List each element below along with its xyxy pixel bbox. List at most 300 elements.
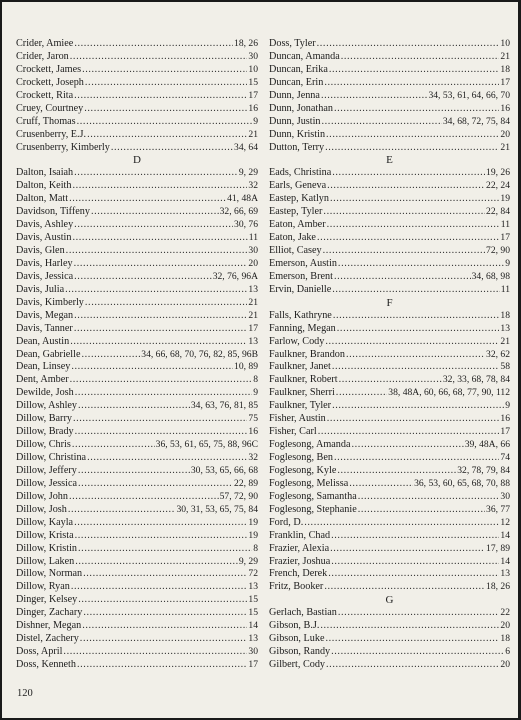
entry-pages: 38, 48A, 60, 66, 68, 77, 90, 112	[388, 387, 510, 399]
dot-leader	[72, 180, 247, 193]
entry-pages: 13	[248, 633, 258, 645]
entry-pages: 32, 78, 79, 84	[457, 464, 510, 476]
dot-leader	[317, 232, 499, 245]
entry-pages: 19	[248, 516, 258, 528]
dot-leader	[65, 284, 247, 297]
entry-name: Crockett, Joseph	[16, 76, 84, 88]
index-entry	[269, 413, 510, 426]
index-entry	[269, 64, 510, 77]
dot-leader	[74, 258, 248, 271]
entry-pages: 9	[253, 115, 258, 127]
index-entry	[16, 556, 258, 569]
entry-name: Dalton, Matt	[16, 193, 69, 205]
index-entry	[16, 284, 258, 297]
entry-pages: 14	[248, 620, 258, 632]
entry-pages: 30, 31, 53, 65, 75, 84	[176, 503, 258, 515]
entry-pages: 17	[500, 426, 510, 438]
index-entry	[269, 51, 510, 64]
dot-leader	[330, 193, 499, 206]
dot-leader	[334, 452, 499, 465]
dot-leader	[334, 103, 499, 116]
dot-leader	[74, 167, 238, 180]
dot-leader	[77, 116, 253, 129]
dot-leader	[91, 206, 219, 219]
entry-pages: 39, 48A, 66	[464, 439, 510, 451]
entry-pages: 14	[500, 529, 510, 541]
entry-pages: 34, 68, 98	[471, 270, 510, 282]
index-entry	[16, 206, 258, 219]
entry-pages: 13	[500, 568, 510, 580]
index-entry	[269, 426, 510, 439]
entry-name: Davis, Ashley	[16, 219, 74, 231]
index-entry	[269, 452, 510, 465]
section-letter: D	[133, 154, 141, 167]
entry-name: Davis, Austin	[16, 232, 72, 244]
index-entry	[16, 374, 258, 387]
index-entry	[16, 323, 258, 336]
dot-leader	[74, 310, 247, 323]
index-entry	[269, 581, 510, 594]
dot-leader	[82, 64, 247, 77]
index-column-right	[269, 38, 510, 672]
index-entry	[16, 594, 258, 607]
entry-name: Faulkner, Robert	[269, 374, 338, 386]
entry-pages: 30	[248, 646, 258, 658]
index-entry	[16, 646, 258, 659]
entry-pages: 72, 90	[486, 245, 510, 256]
entry-name: Faulkner, Brandon	[269, 348, 345, 360]
dot-leader	[332, 284, 500, 297]
dot-leader	[75, 387, 252, 400]
entry-pages: 18	[500, 633, 510, 645]
dot-leader	[74, 323, 248, 336]
entry-pages: 57, 72, 90	[219, 490, 258, 502]
index-entry	[269, 245, 510, 258]
index-entry	[269, 336, 510, 349]
entry-pages: 18, 26	[486, 581, 510, 593]
entry-pages: 9	[505, 257, 510, 269]
entry-pages: 74	[500, 452, 510, 463]
dot-leader	[111, 142, 233, 155]
dot-leader	[75, 530, 248, 543]
entry-pages: 32, 76, 96A	[212, 270, 258, 282]
entry-name: Davis, Glen	[16, 245, 65, 256]
entry-pages: 11	[500, 219, 510, 231]
index-entry	[16, 90, 258, 103]
entry-name: Doss, Kenneth	[16, 659, 76, 670]
index-entry	[16, 142, 258, 155]
index-entry	[269, 103, 510, 116]
index-entry	[269, 491, 510, 504]
dot-leader	[321, 90, 428, 103]
dot-leader	[358, 491, 500, 504]
entry-pages: 34, 64	[234, 141, 258, 153]
dot-leader	[69, 193, 226, 206]
dot-leader	[358, 504, 485, 517]
entry-pages: 72	[248, 568, 258, 580]
entry-pages: 32	[248, 452, 258, 463]
dot-leader	[82, 349, 141, 362]
index-entry	[16, 504, 258, 517]
entry-name: Foglesong, Ben	[269, 452, 333, 463]
index-entry	[269, 568, 510, 581]
dot-leader	[83, 607, 247, 620]
index-entry	[16, 387, 258, 400]
entry-pages: 8	[253, 374, 258, 386]
dot-leader	[320, 620, 499, 633]
entry-name: Fisher, Carl	[269, 426, 317, 438]
entry-pages: 11	[248, 232, 258, 244]
entry-pages: 21	[248, 128, 258, 140]
entry-name: Distel, Zachery	[16, 633, 79, 645]
entry-pages: 12	[500, 516, 510, 528]
entry-name: Dillow, Jessica	[16, 477, 78, 489]
index-entry	[16, 439, 258, 452]
entry-pages: 18	[500, 63, 510, 75]
dot-leader	[325, 142, 499, 155]
entry-name: Franklin, Chad	[269, 529, 331, 541]
index-entry	[269, 258, 510, 271]
entry-name: Duncan, Erin	[269, 76, 324, 88]
entry-name: Dinger, Zachary	[16, 607, 83, 619]
index-entry	[269, 465, 510, 478]
entry-pages: 20	[500, 620, 510, 632]
index-entry	[269, 400, 510, 413]
dot-leader	[336, 387, 388, 400]
section-letter: F	[386, 296, 393, 309]
index-entry	[16, 517, 258, 530]
dot-leader	[85, 77, 248, 90]
dot-leader	[78, 478, 233, 491]
entry-name: Dillow, Brady	[16, 426, 74, 438]
index-entry	[269, 310, 510, 323]
entry-pages: 41, 48A	[227, 193, 258, 205]
dot-leader	[330, 543, 485, 556]
index-entry	[16, 568, 258, 581]
entry-name: Dillow, Ashley	[16, 400, 78, 412]
index-entry	[16, 103, 258, 116]
index-column-left	[16, 38, 258, 672]
index-entry	[16, 193, 258, 206]
dot-leader	[349, 478, 413, 491]
dot-leader	[85, 297, 248, 310]
entry-pages: 10	[500, 38, 510, 49]
entry-name: Gibson, Randy	[269, 646, 331, 658]
entry-name: Doss, Tyler	[269, 38, 316, 49]
entry-pages: 17	[500, 232, 510, 244]
entry-pages: 30	[500, 490, 510, 502]
entry-pages: 30, 76	[234, 219, 258, 231]
entry-name: Dalton, Isaiah	[16, 167, 74, 179]
dot-leader	[333, 310, 500, 323]
entry-name: Falls, Kathryne	[269, 309, 332, 321]
entry-name: Foglesong, Melissa	[269, 477, 349, 489]
index-entry	[16, 116, 258, 129]
entry-name: Davis, Tanner	[16, 322, 73, 334]
entry-name: Davis, Julia	[16, 283, 65, 295]
index-entry	[16, 219, 258, 232]
entry-pages: 13	[248, 581, 258, 593]
entry-pages: 21	[500, 141, 510, 153]
index-entry	[269, 193, 510, 206]
index-entry	[16, 581, 258, 594]
entry-name: Crockett, James	[16, 63, 82, 75]
entry-name: Dunn, Justin	[269, 115, 321, 127]
entry-name: Faulkner, Janet	[269, 361, 331, 373]
dot-leader	[75, 426, 248, 439]
entry-name: Eastep, Tyler	[269, 206, 323, 218]
entry-pages: 34, 68, 72, 75, 84	[442, 115, 510, 127]
index-entry	[16, 258, 258, 271]
index-entry	[16, 180, 258, 193]
entry-pages: 17	[500, 76, 510, 88]
index-entry	[16, 310, 258, 323]
entry-name: Foglesong, Samantha	[269, 490, 357, 502]
dot-leader	[339, 374, 442, 387]
dot-leader	[318, 426, 500, 439]
entry-name: Crider, Amiee	[16, 38, 74, 49]
entry-pages: 34, 66, 68, 70, 76, 82, 85, 96B	[141, 348, 258, 360]
entry-pages: 16	[500, 413, 510, 425]
index-entry	[16, 336, 258, 349]
dot-leader	[325, 633, 499, 646]
entry-name: Eaton, Jake	[269, 232, 316, 244]
entry-pages: 8	[253, 542, 258, 554]
entry-name: Frazier, Joshua	[269, 555, 331, 567]
index-entry	[16, 633, 258, 646]
entry-name: Duncan, Erika	[269, 63, 328, 75]
entry-name: Crockett, Rita	[16, 89, 74, 101]
entry-name: Gilbert, Cody	[269, 659, 326, 670]
dot-leader	[332, 167, 485, 180]
dot-leader	[334, 271, 471, 284]
dot-leader	[72, 439, 155, 452]
entry-name: Cruff, Thomas	[16, 115, 76, 127]
entry-name: Dillow, John	[16, 490, 68, 502]
dot-leader	[331, 530, 499, 543]
dot-leader	[87, 452, 247, 465]
entry-name: Dutton, Terry	[269, 141, 325, 153]
entry-name: Doss, April	[16, 646, 63, 658]
dot-leader	[326, 659, 499, 672]
entry-pages: 13	[248, 335, 258, 347]
index-entry	[269, 374, 510, 387]
entry-name: Dillow, Norman	[16, 568, 83, 580]
dot-leader	[304, 517, 499, 530]
index-entry	[269, 38, 510, 51]
dot-leader	[327, 413, 500, 426]
index-entry	[269, 659, 510, 672]
entry-name: Dillow, Laken	[16, 555, 75, 567]
index-entry	[269, 646, 510, 659]
index-entry	[269, 517, 510, 530]
entry-name: Crusenberry, Kimberly	[16, 141, 110, 153]
entry-pages: 19, 26	[486, 167, 510, 179]
entry-name: Crider, Jaron	[16, 50, 69, 62]
entry-name: Crusenberry, E.J.	[16, 128, 87, 140]
entry-pages: 18	[500, 309, 510, 321]
entry-name: Dillow, Josh	[16, 503, 67, 515]
index-entry	[269, 284, 510, 297]
dot-leader	[338, 258, 504, 271]
entry-pages: 17	[248, 322, 258, 334]
index-entry	[269, 361, 510, 374]
index-entry	[269, 607, 510, 620]
entry-pages: 30, 53, 65, 66, 68	[190, 464, 258, 476]
entry-pages: 22, 89	[234, 477, 258, 489]
index-entry	[269, 77, 510, 90]
entry-pages: 17, 89	[486, 542, 510, 554]
dot-leader	[341, 51, 500, 64]
entry-name: Dewilde, Josh	[16, 387, 74, 399]
entry-name: Dillow, Chris	[16, 439, 71, 451]
entry-pages: 15	[248, 594, 258, 606]
entry-pages: 32, 62	[486, 348, 510, 360]
entry-name: Gibson, Luke	[269, 633, 325, 645]
index-entry	[269, 620, 510, 633]
dot-leader	[328, 568, 499, 581]
entry-name: Dean, Austin	[16, 335, 70, 347]
entry-name: Frazier, Alexia	[269, 542, 330, 554]
entry-name: Farlow, Cody	[269, 335, 325, 347]
dot-leader	[338, 607, 500, 620]
entry-pages: 15	[248, 76, 258, 88]
index-entry	[16, 297, 258, 310]
dot-leader	[352, 439, 464, 452]
entry-name: Emerson, Austin	[269, 257, 337, 269]
entry-name: Dillow, Krista	[16, 529, 74, 541]
dot-leader	[327, 180, 485, 193]
dot-leader	[83, 568, 247, 581]
entry-name: Foglesong, Kyle	[269, 464, 337, 476]
index-entry	[269, 504, 510, 517]
dot-leader	[74, 271, 212, 284]
entry-pages: 34, 53, 61, 64, 66, 70	[428, 89, 510, 101]
index-entry	[16, 478, 258, 491]
dot-leader	[74, 219, 233, 232]
dot-leader	[337, 465, 456, 478]
index-entry	[269, 219, 510, 232]
index-entry	[269, 387, 510, 400]
index-entry	[269, 323, 510, 336]
dot-leader	[73, 413, 247, 426]
entry-pages: 9, 29	[238, 555, 258, 567]
entry-name: Dunn, Jenna	[269, 89, 320, 101]
dot-leader	[346, 349, 485, 362]
dot-leader	[322, 116, 442, 129]
index-page	[2, 2, 518, 718]
entry-name: Dean, Linsey	[16, 361, 71, 373]
entry-name: Ford, D.	[269, 516, 304, 528]
index-entry	[16, 245, 258, 258]
index-entry	[269, 543, 510, 556]
entry-pages: 13	[248, 283, 258, 295]
entry-name: Ervin, Danielle	[269, 283, 332, 295]
index-entry	[269, 142, 510, 155]
dot-leader	[80, 633, 248, 646]
entry-pages: 10, 89	[234, 361, 258, 373]
index-entry	[16, 491, 258, 504]
entry-name: Eastep, Katlyn	[269, 193, 329, 205]
dot-leader	[72, 232, 247, 245]
dot-leader	[324, 77, 499, 90]
index-entry	[16, 607, 258, 620]
entry-pages: 21	[500, 335, 510, 347]
entry-pages: 19	[500, 193, 510, 205]
entry-name: Dalton, Keith	[16, 180, 72, 192]
index-entry	[16, 232, 258, 245]
entry-name: Davis, Jessica	[16, 270, 74, 282]
index-entry	[16, 530, 258, 543]
entry-pages: 21	[248, 296, 258, 308]
index-entry	[16, 659, 258, 672]
entry-name: Gerlach, Bastian	[269, 607, 337, 619]
index-entry	[269, 180, 510, 193]
entry-pages: 9	[253, 387, 258, 399]
entry-pages: 20	[500, 128, 510, 140]
entry-pages: 75	[248, 413, 258, 425]
dot-leader	[337, 323, 500, 336]
entry-pages: 22, 84	[486, 206, 510, 218]
page-number: 120	[17, 688, 33, 699]
entry-name: Fisher, Austin	[269, 413, 326, 425]
dot-leader	[70, 51, 248, 64]
entry-pages: 34, 63, 76, 81, 85	[190, 400, 258, 412]
entry-pages: 21	[248, 309, 258, 321]
entry-pages: 22	[500, 607, 510, 619]
entry-pages: 6	[505, 646, 510, 658]
entry-name: Dinger, Kelsey	[16, 594, 78, 606]
entry-pages: 9	[505, 400, 510, 412]
entry-name: Elliot, Casey	[269, 245, 322, 256]
dot-leader	[332, 361, 500, 374]
dot-leader	[63, 646, 247, 659]
entry-name: Foglesong, Stephanie	[269, 503, 357, 515]
index-entry	[269, 129, 510, 142]
section-letter: E	[386, 154, 393, 167]
dot-leader	[323, 245, 485, 258]
entry-name: Faulkner, Sherri	[269, 387, 335, 399]
entry-pages: 30	[248, 50, 258, 62]
index-entry	[16, 38, 258, 51]
entry-name: Dunn, Jonathan	[269, 102, 333, 114]
entry-pages: 30	[248, 245, 258, 256]
entry-name: Dunn, Kristin	[269, 128, 326, 140]
index-entry	[269, 232, 510, 245]
dot-leader	[66, 245, 248, 258]
dot-leader	[74, 38, 233, 51]
entry-name: Dillow, Ryan	[16, 581, 70, 593]
index-entry	[269, 439, 510, 452]
entry-pages: 36, 53, 61, 65, 75, 88, 96C	[155, 439, 258, 451]
entry-pages: 32	[248, 180, 258, 192]
entry-pages: 20	[248, 257, 258, 269]
dot-leader	[70, 374, 253, 387]
entry-pages: 10	[248, 63, 258, 75]
entry-pages: 16	[248, 102, 258, 114]
entry-name: Dillow, Kayla	[16, 516, 74, 528]
index-entry	[269, 271, 510, 284]
entry-pages: 36, 53, 60, 65, 68, 70, 88	[414, 477, 510, 489]
index-entry	[269, 556, 510, 569]
dot-leader	[87, 129, 247, 142]
index-entry	[16, 129, 258, 142]
index-entry	[269, 349, 510, 362]
entry-pages: 32, 66, 69	[219, 206, 258, 218]
index-entry	[269, 478, 510, 491]
entry-name: Davis, Kimberly	[16, 296, 84, 308]
entry-pages: 18, 26	[234, 38, 258, 49]
